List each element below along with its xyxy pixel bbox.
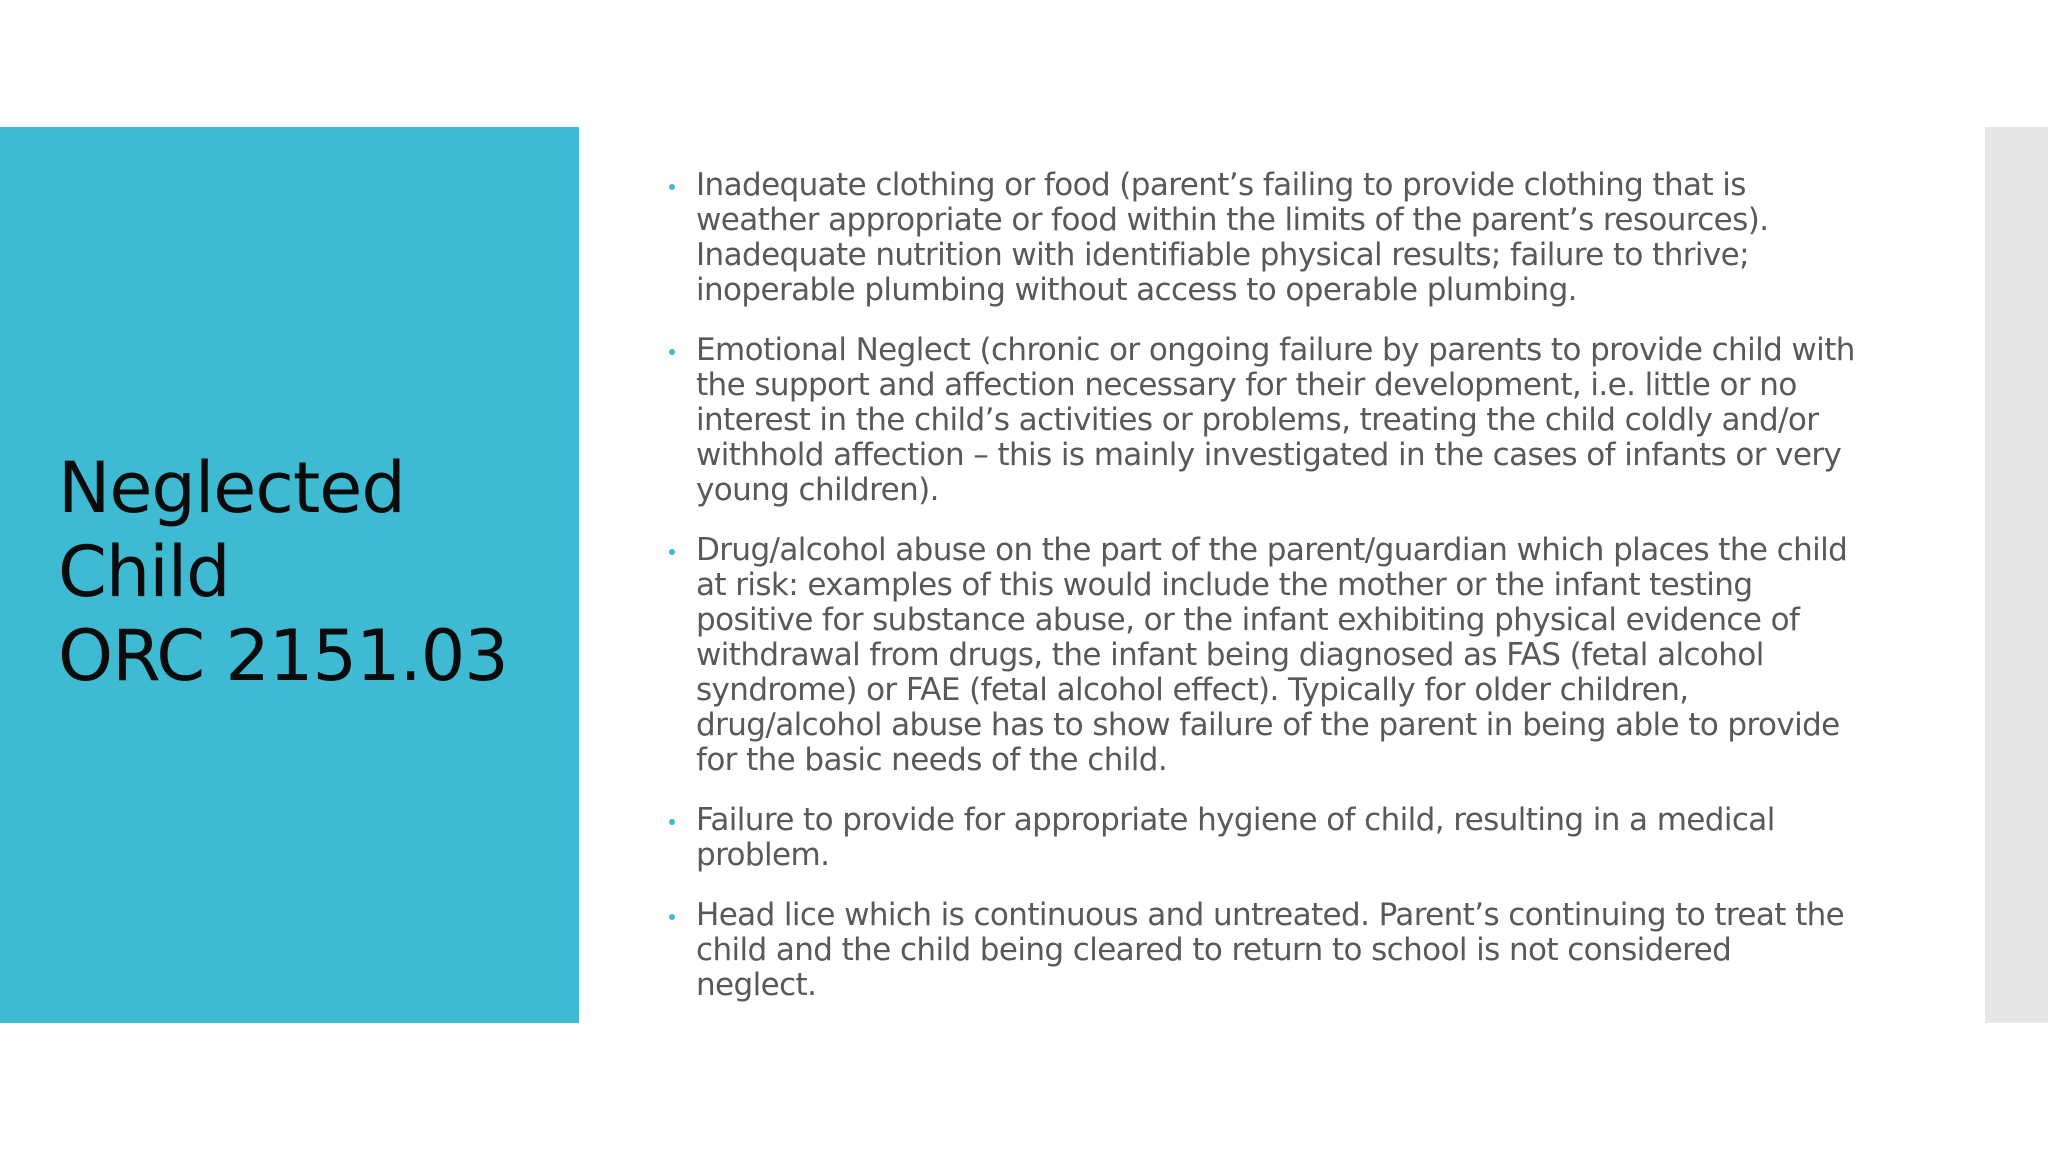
title-line-2: Child	[58, 531, 230, 613]
slide-content	[660, 168, 1860, 1028]
bullet-dot-icon	[669, 819, 675, 825]
bullet-text: Head lice which is continuous and untreated. Parent’s continuing to treat the child and the child being cleared to return to school is not considered neglect.	[696, 897, 1845, 1003]
bullet-dot-icon	[669, 549, 675, 555]
bullet-text: Emotional Neglect (chronic or ongoing failure by parents to provide child with the support and affection necessary for their development, i.e. little or no interest in the child’s activities or problems, treating the child coldly and/or withhold affection – this is mainly investigated in the cases of infants or very young children).	[696, 332, 1855, 508]
title-line-3: ORC 2151.03	[58, 615, 508, 697]
bullet-item-hygiene	[660, 803, 1860, 873]
title-line-1: Neglected	[58, 447, 405, 529]
bullet-item-drug-alcohol-abuse	[660, 533, 1860, 778]
bullet-list	[660, 168, 1860, 1003]
bullet-text: Drug/alcohol abuse on the part of the parent/guardian which places the child at risk: examples of this would include the mother or the infant testing positive for substance abuse, or the infant exhibiting physical evidence of withdrawal from drugs, the infant being diagnosed as FAS (fetal alcohol syndrome) or FAE (fetal alcohol effect). Typically for older children, drug/alcohol abuse has to show failure of the parent in being able to provide for the basic needs of the child.	[696, 532, 1848, 778]
slide-title	[58, 446, 558, 698]
bullet-text: Failure to provide for appropriate hygiene of child, resulting in a medical problem.	[696, 802, 1775, 873]
right-side-strip	[1985, 127, 2048, 1023]
bullet-item-emotional-neglect	[660, 333, 1860, 508]
bullet-item-clothing-food	[660, 168, 1860, 308]
bullet-dot-icon	[669, 184, 675, 190]
bullet-dot-icon	[669, 349, 675, 355]
bullet-item-head-lice	[660, 898, 1860, 1003]
bullet-text: Inadequate clothing or food (parent’s failing to provide clothing that is weather appropriate or food within the limits of the parent’s resources). Inadequate nutrition with identifiable physical results; failure to thrive; inoperable plumbing without access to operable plumbing.	[696, 167, 1769, 308]
bullet-dot-icon	[669, 914, 675, 920]
